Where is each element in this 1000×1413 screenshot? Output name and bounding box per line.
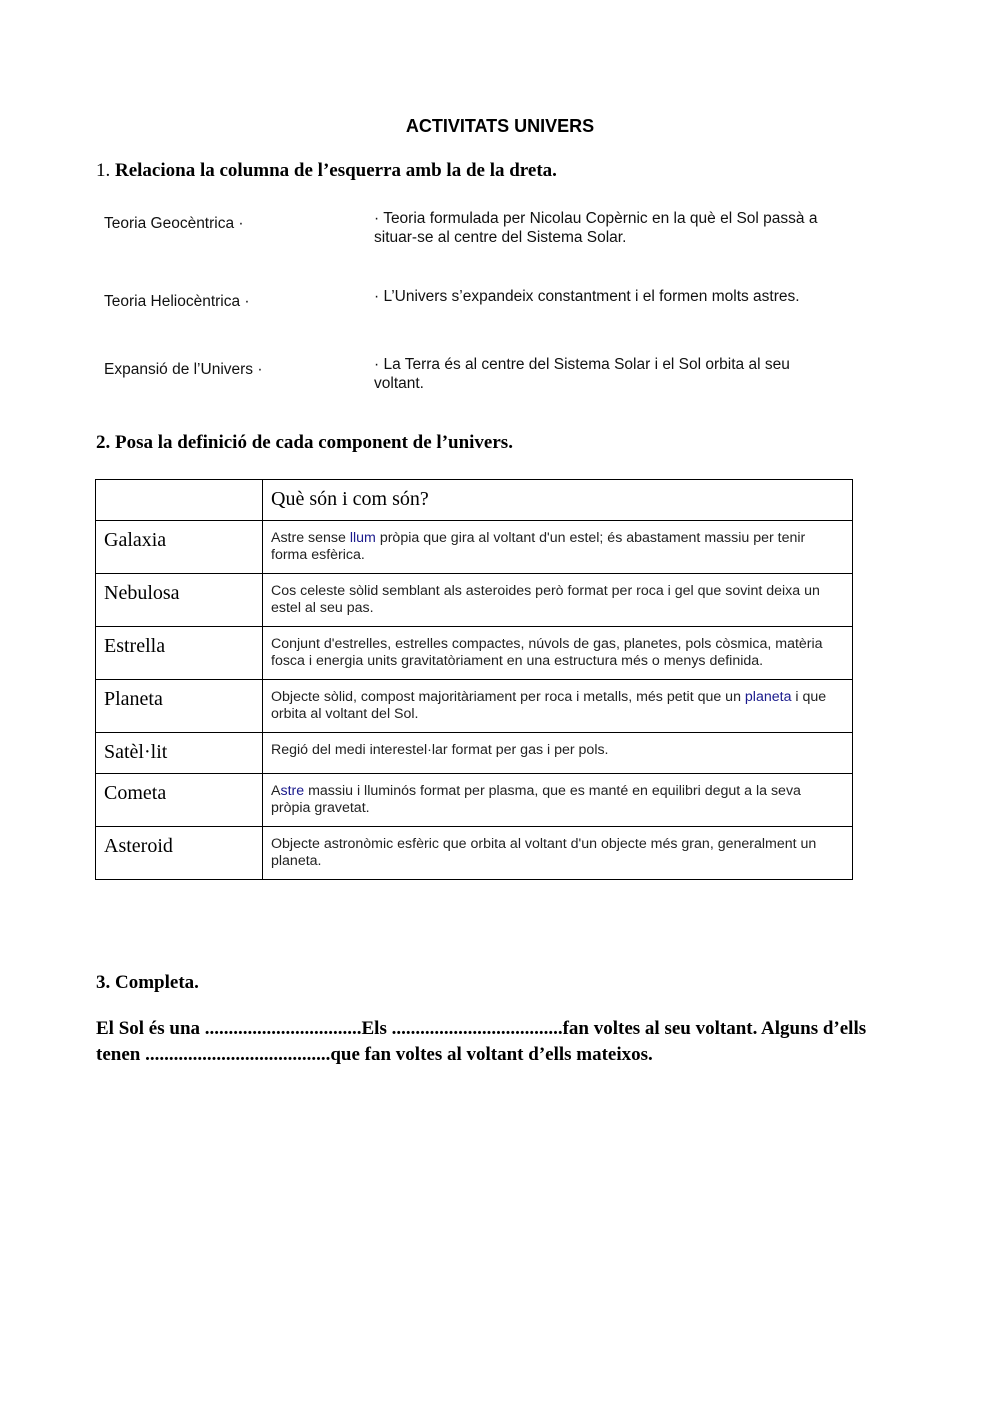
definition-link[interactable]: llum — [349, 530, 376, 546]
definition-cell — [263, 521, 853, 574]
q1-right-item: · Teoria formulada per Nicolau Copèrnic en la què el Sol passà a situar-se al centre del Sistema Solar. — [374, 210, 818, 246]
definition-text: Regió del medi interestel·lar format per gas i per pols. — [271, 742, 609, 758]
definition-cell — [263, 733, 853, 774]
table-row — [96, 680, 853, 733]
definition-cell — [263, 680, 853, 733]
table-row — [96, 774, 853, 827]
table-row — [96, 574, 853, 627]
q1-left-item: Teoria Heliocèntrica · — [104, 293, 250, 310]
definition-text: Conjunt d'estrelles, estrelles compactes, núvols de gas, planetes, pols còsmica, matèria fosca i energia units gravitatòriament en una estructura més o menys definida. — [271, 636, 823, 669]
definition-text: A — [271, 783, 281, 799]
q3-heading: 3. Completa. — [96, 972, 199, 993]
q2-heading: 2. Posa la definició de cada component de l’univers. — [96, 432, 513, 453]
term-cell: Planeta — [96, 680, 263, 733]
term-cell: Satèl·lit — [96, 733, 263, 774]
term-cell: Asteroid — [96, 827, 263, 880]
definition-cell — [263, 827, 853, 880]
table-row — [96, 521, 853, 574]
fill-in-text: El Sol és una .................................Els ....................................fan voltes al seu voltant. Alguns d’ells tenen .......................................que fan voltes al voltant d’ells mateixos. — [96, 1018, 867, 1065]
definition-link[interactable]: stre — [280, 783, 305, 799]
definition-text: Astre sense — [271, 530, 350, 546]
definition-text: Cos celeste sòlid semblant als asteroides però format per roca i gel que sovint deixa un estel al seu pas. — [271, 583, 820, 616]
definition-text: Objecte sòlid, compost majoritàriament per roca i metalls, més petit que un — [271, 689, 745, 705]
term-cell: Estrella — [96, 627, 263, 680]
term-cell: Galaxia — [96, 521, 263, 574]
definition-cell — [263, 774, 853, 827]
q1-left-item: Expansió de l’Univers · — [104, 361, 263, 378]
term-cell: Nebulosa — [96, 574, 263, 627]
q1-number: 1. — [96, 160, 111, 181]
column-header: Què són i com són? — [263, 480, 853, 521]
definition-cell — [263, 627, 853, 680]
table-row — [96, 733, 853, 774]
definition-text: i que orbita al voltant del Sol. — [271, 689, 827, 722]
q1-heading — [96, 160, 557, 182]
q1-left-item: Teoria Geocèntrica · — [104, 215, 244, 232]
definitions-table — [95, 479, 853, 880]
q1-heading-text: Relaciona la columna de l’esquerra amb la de la dreta. — [115, 160, 557, 181]
definition-text: Objecte astronòmic esfèric que orbita al voltant d'un objecte més gran, generalment un planeta. — [271, 836, 817, 869]
empty-header-cell — [96, 480, 263, 521]
page-title: ACTIVITATS UNIVERS — [405, 116, 595, 136]
definition-cell — [263, 574, 853, 627]
definition-link[interactable]: planeta — [744, 689, 792, 705]
table-row — [96, 627, 853, 680]
table-row — [96, 827, 853, 880]
definition-text: massiu i lluminós format per plasma, que es manté en equilibri degut a la seva pròpia gravetat. — [271, 783, 801, 816]
term-cell: Cometa — [96, 774, 263, 827]
table-header-row — [96, 480, 853, 521]
definition-text: pròpia que gira al voltant d'un estel; és abastament massiu per tenir forma esfèrica. — [271, 530, 806, 563]
q1-right-item: · L’Univers s’expandeix constantment i el formen molts astres. — [374, 288, 800, 305]
q1-right-item: · La Terra és al centre del Sistema Solar i el Sol orbita al seu voltant. — [374, 356, 790, 392]
